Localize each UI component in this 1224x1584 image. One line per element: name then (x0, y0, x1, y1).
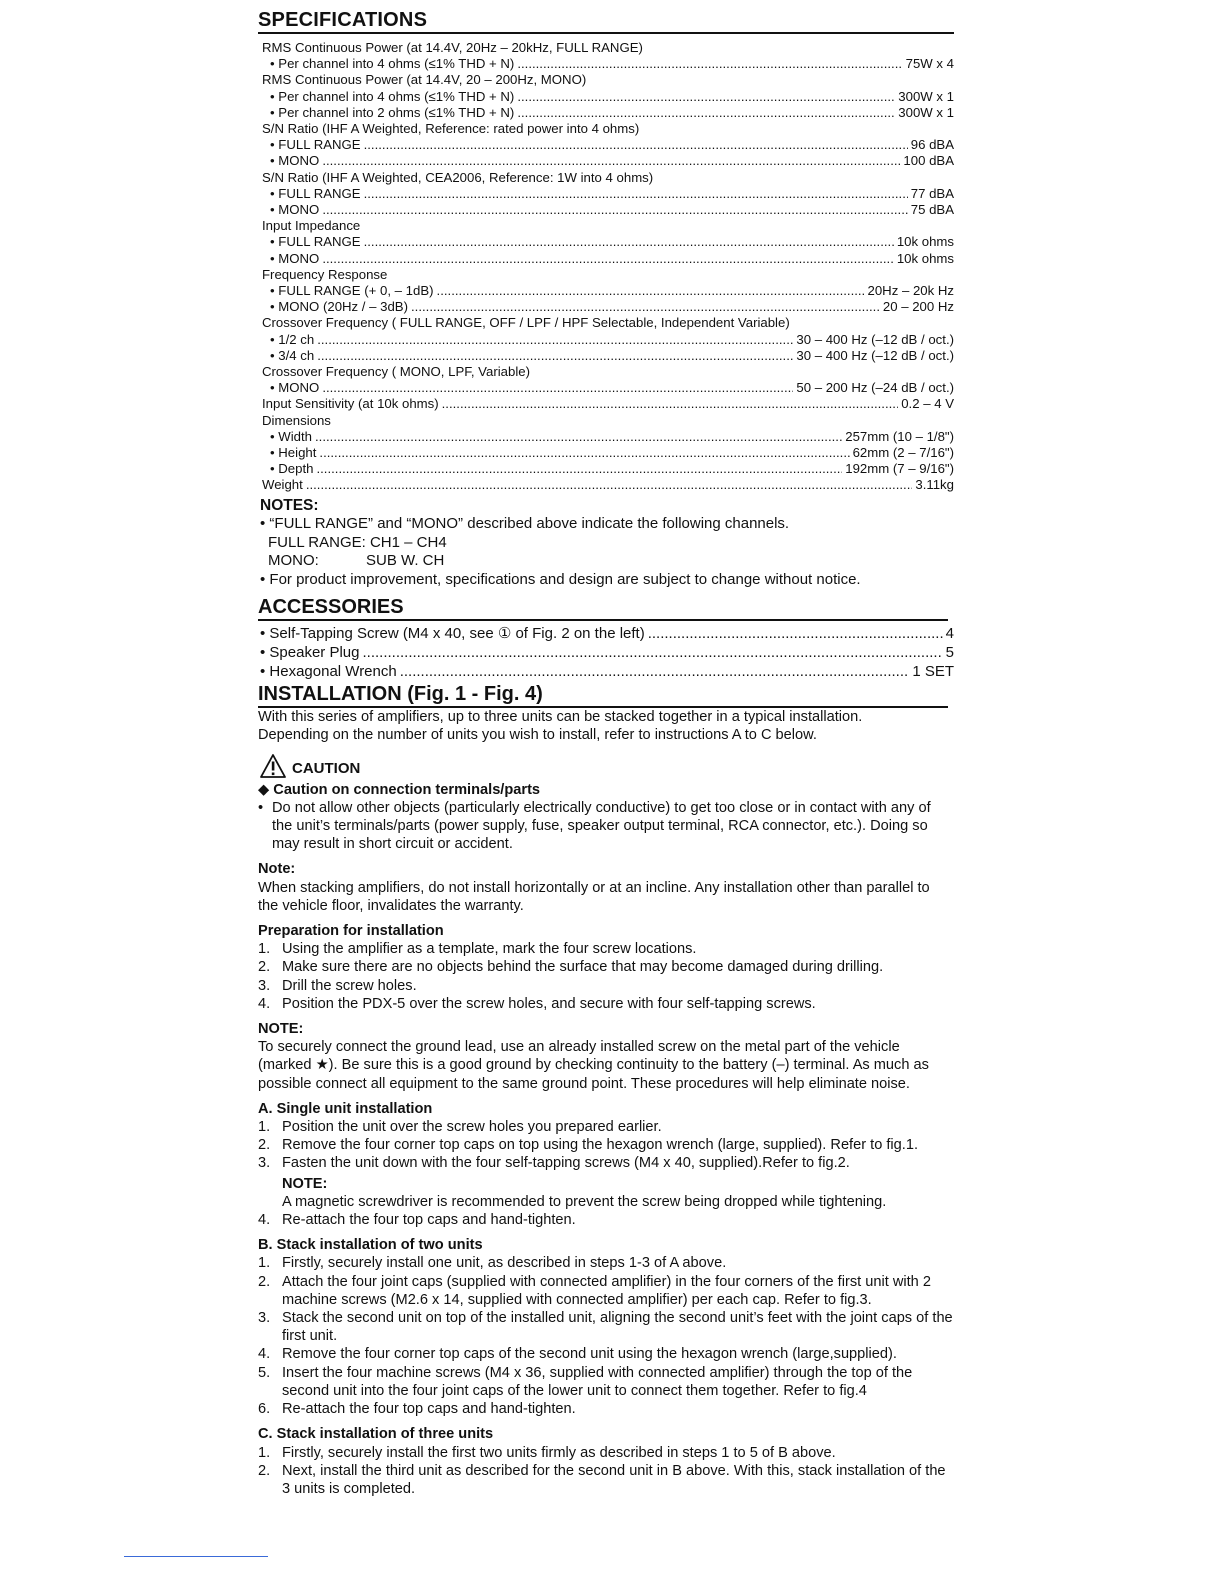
list-item (258, 995, 954, 1013)
list-number: 5. (258, 1364, 271, 1381)
list-item (258, 1211, 954, 1229)
dot-leader (442, 396, 899, 412)
list-item (258, 1273, 954, 1309)
spec-row (258, 105, 954, 121)
spec-row (258, 234, 954, 250)
spec-label: Weight (262, 477, 303, 493)
caution-heading (258, 753, 954, 779)
notes-line-1: • “FULL RANGE” and “MONO” described above indicate the following channels. (260, 515, 790, 533)
spec-value: 30 – 400 Hz (–12 dB / oct.) (796, 347, 954, 363)
notes-mono-key: MONO: (268, 552, 319, 570)
spec-group-heading: RMS Continuous Power (at 14.4V, 20 – 200Hz, MONO) (262, 72, 587, 88)
spec-row (258, 477, 954, 493)
dot-leader (306, 477, 913, 493)
spec-label: • MONO (270, 153, 320, 169)
list-text: Drill the screw holes. (282, 977, 417, 994)
accessory-label: • Hexagonal Wrench (260, 663, 397, 681)
spec-value: 3.11kg (915, 477, 954, 493)
accessory-qty: 1 SET (912, 663, 954, 681)
list-number: 2. (258, 1462, 271, 1479)
list-item (258, 1254, 954, 1272)
manual-page (258, 8, 954, 1498)
spec-value: 75 dBA (910, 202, 954, 218)
dot-leader (317, 332, 793, 348)
prep-heading: Preparation for installation (258, 923, 444, 940)
list-number: 3. (258, 977, 271, 994)
accessory-qty: 4 (945, 625, 954, 643)
single-install-heading: A. Single unit installation (258, 1100, 433, 1117)
list-item (258, 1462, 954, 1498)
list-text: Re-attach the four top caps and hand-tighten. (282, 1212, 576, 1229)
list-item (258, 1444, 954, 1462)
spec-row (258, 396, 954, 412)
spec-row (258, 429, 954, 445)
installation-heading: INSTALLATION (Fig. 1 - Fig. 4) (258, 683, 948, 708)
dot-leader (322, 380, 793, 396)
accessory-row (258, 624, 954, 643)
spec-row (258, 186, 954, 202)
list-item (258, 1309, 954, 1345)
accessory-label: • Speaker Plug (260, 644, 360, 662)
list-item (258, 1345, 954, 1363)
list-text: Remove the four corner top caps on top using the hexagon wrench (large, supplied). Refer to fig.1. (282, 1137, 919, 1154)
two-unit-steps (258, 1254, 954, 1418)
spec-value: 257mm (10 – 1/8") (845, 428, 954, 444)
list-item (258, 1154, 954, 1172)
dot-leader (364, 234, 894, 250)
note-heading: Note: (258, 861, 296, 878)
bullet-mark: • (258, 799, 264, 816)
list-text: Using the amplifier as a template, mark the four screw locations. (282, 941, 697, 958)
list-number: 1. (258, 1119, 271, 1136)
page-edge-line (124, 1556, 268, 1557)
spec-group-heading: S/N Ratio (IHF A Weighted, Reference: rated power into 4 ohms) (262, 121, 640, 137)
spec-group-heading: Crossover Frequency ( MONO, LPF, Variable) (262, 364, 530, 380)
dot-leader (322, 251, 894, 267)
dot-leader (319, 445, 849, 461)
spec-row (258, 202, 954, 218)
two-unit-heading: B. Stack installation of two units (258, 1237, 483, 1254)
list-text: Firstly, securely install one unit, as described in steps 1-3 of A above. (282, 1255, 727, 1272)
dot-leader (517, 56, 902, 72)
dot-leader (322, 202, 907, 218)
installation-body (258, 708, 954, 1498)
spec-row (258, 461, 954, 477)
list-item (258, 977, 954, 995)
list-number: 1. (258, 1255, 271, 1272)
spec-label: • FULL RANGE (+ 0, – 1dB) (270, 283, 434, 299)
spec-row (258, 56, 954, 72)
list-item (258, 958, 954, 976)
spec-value: 300W x 1 (898, 104, 954, 120)
spec-row (258, 445, 954, 461)
dot-leader (362, 643, 942, 662)
spec-row (258, 153, 954, 169)
spec-label: • Width (270, 428, 312, 444)
list-text: Firstly, securely install the first two units firmly as described in steps 1 to 5 of B above. (282, 1444, 836, 1461)
list-text: Remove the four corner top caps of the second unit using the hexagon wrench (large,supplied). (282, 1346, 897, 1363)
spec-value: 30 – 400 Hz (–12 dB / oct.) (796, 331, 954, 347)
three-unit-heading: C. Stack installation of three units (258, 1426, 494, 1443)
list-text: Position the unit over the screw holes you prepared earlier. (282, 1119, 662, 1136)
list-text: Insert the four machine screws (M4 x 36, supplied with connected amplifier) through the top of the second unit into the four joint caps of the lower unit to connect them together. Refer to fig.4 (282, 1364, 913, 1399)
three-unit-steps (258, 1444, 954, 1499)
dot-leader (364, 137, 908, 153)
accessories-heading: ACCESSORIES (258, 595, 948, 621)
accessory-row (258, 643, 954, 662)
list-number: 2. (258, 1137, 271, 1154)
list-item (258, 1118, 954, 1136)
single-install-note (282, 1175, 954, 1211)
notes-line-2: • For product improvement, specifications and design are subject to change without notice. (260, 570, 861, 588)
dot-leader (315, 429, 842, 445)
caution-label: CAUTION (292, 760, 361, 778)
spec-value: 100 dBA (903, 153, 954, 169)
list-number: 4. (258, 995, 271, 1012)
caution-bullet-text: Do not allow other objects (particularly electrically conductive) to get too close or in contact with any of the unit’s terminals/parts (power supply, fuse, speaker output terminal, RCA connector, etc.). Doing so may result in short circuit or accident. (272, 799, 931, 853)
spec-label: • MONO (20Hz / – 3dB) (270, 299, 408, 315)
dot-leader (648, 624, 943, 643)
list-text: Stack the second unit on top of the installed unit, aligning the second unit’s feet with the joint caps of the first unit. (282, 1310, 953, 1345)
list-item (258, 1364, 954, 1400)
spec-row (258, 251, 954, 267)
list-number: 1. (258, 941, 271, 958)
spec-label: Input Sensitivity (at 10k ohms) (262, 396, 439, 412)
prep-steps (258, 940, 954, 1013)
note2-text: To securely connect the ground lead, use an already installed screw on the metal part of the vehicle (marked ★). Be sure this is a good ground by checking continuity to the battery (–) terminal. As much as possible connect all equipment to the same ground point. These procedures will help eliminate noise. (258, 1039, 929, 1092)
spec-row (258, 299, 954, 315)
spec-label: • MONO (270, 380, 320, 396)
spec-row (258, 332, 954, 348)
list-text: Re-attach the four top caps and hand-tighten. (282, 1401, 576, 1418)
specifications-heading: SPECIFICATIONS (258, 8, 954, 34)
notes-full-range: FULL RANGE: CH1 – CH4 (268, 533, 447, 551)
spec-group-heading: S/N Ratio (IHF A Weighted, CEA2006, Reference: 1W into 4 ohms) (262, 169, 654, 185)
single-install-note-heading: NOTE: (282, 1175, 328, 1192)
spec-value: 10k ohms (896, 234, 954, 250)
spec-value: 96 dBA (910, 137, 954, 153)
spec-value: 10k ohms (896, 250, 954, 266)
list-item (258, 1136, 954, 1154)
dot-leader (411, 299, 880, 315)
spec-value: 20Hz – 20k Hz (867, 283, 954, 299)
spec-label: • Per channel into 2 ohms (≤1% THD + N) (270, 104, 515, 120)
spec-label: • Depth (270, 461, 314, 477)
list-item (258, 940, 954, 958)
installation-intro-1: With this series of amplifiers, up to three units can be stacked together in a typical installation. (258, 709, 863, 726)
dot-leader (437, 283, 865, 299)
spec-row (258, 348, 954, 364)
dot-leader (400, 662, 910, 681)
warning-triangle-icon (258, 753, 288, 779)
spec-label: • MONO (270, 202, 320, 218)
accessories-list (258, 624, 954, 681)
notes-heading: NOTES: (260, 496, 319, 514)
notes-section (258, 497, 954, 590)
single-install-note-text: A magnetic screwdriver is recommended to prevent the screw being dropped while tightening. (282, 1193, 887, 1210)
spec-value: 300W x 1 (898, 88, 954, 104)
spec-label: • Height (270, 445, 317, 461)
caution-subheading: ◆ Caution on connection terminals/parts (258, 781, 541, 798)
installation-intro-2: Depending on the number of units you wish to install, refer to instructions A to C below. (258, 727, 817, 744)
spec-label: • FULL RANGE (270, 234, 361, 250)
list-text: Make sure there are no objects behind the surface that may become damaged during drilling. (282, 959, 884, 976)
spec-row (258, 137, 954, 153)
notes-mono-value: SUB W. CH (366, 552, 445, 570)
spec-group-heading: Frequency Response (262, 266, 388, 282)
spec-value: 0.2 – 4 V (901, 396, 954, 412)
list-number: 3. (258, 1155, 271, 1172)
spec-row (258, 89, 954, 105)
spec-label: • Per channel into 4 ohms (≤1% THD + N) (270, 88, 515, 104)
list-number: 3. (258, 1310, 271, 1327)
caution-bullet (258, 799, 954, 854)
spec-label: • FULL RANGE (270, 185, 361, 201)
spec-group-heading: RMS Continuous Power (at 14.4V, 20Hz – 20kHz, FULL RANGE) (262, 40, 643, 55)
list-number: 2. (258, 959, 271, 976)
spec-value: 192mm (7 – 9/16") (845, 461, 954, 477)
spec-label: • 1/2 ch (270, 331, 315, 347)
list-number: 4. (258, 1212, 271, 1229)
dot-leader (517, 105, 895, 121)
list-number: 1. (258, 1444, 271, 1461)
spec-label: • MONO (270, 250, 320, 266)
note-text: When stacking amplifiers, do not install horizontally or at an incline. Any installation other than parallel to the vehicle floor, invalidates the warranty. (258, 879, 930, 914)
spec-value: 50 – 200 Hz (–24 dB / oct.) (796, 380, 954, 396)
accessory-qty: 5 (945, 644, 954, 662)
spec-row (258, 380, 954, 396)
list-text: Attach the four joint caps (supplied with connected amplifier) in the four corners of the first unit with 2 machine screws (M2.6 x 14, supplied with connected amplifier) per each cap. Refer to fig.3. (282, 1273, 931, 1308)
dot-leader (364, 186, 908, 202)
notes-mono (268, 552, 954, 571)
spec-row (258, 283, 954, 299)
spec-group-heading: Dimensions (262, 412, 331, 428)
list-text: Fasten the unit down with the four self-tapping screws (M4 x 40, supplied).Refer to fig.2. (282, 1155, 850, 1172)
dot-leader (316, 461, 842, 477)
note2-heading: NOTE: (258, 1021, 304, 1038)
spec-group-heading: Crossover Frequency ( FULL RANGE, OFF / LPF / HPF Selectable, Independent Variable) (262, 315, 790, 331)
list-item (258, 1400, 954, 1418)
spec-value: 77 dBA (910, 185, 954, 201)
spec-value: 62mm (2 – 7/16") (852, 445, 954, 461)
list-number: 6. (258, 1401, 271, 1418)
spec-label: • Per channel into 4 ohms (≤1% THD + N) (270, 56, 515, 72)
list-text: Position the PDX-5 over the screw holes, and secure with four self-tapping screws. (282, 995, 816, 1012)
spec-group-heading: Input Impedance (262, 218, 361, 234)
specifications-list (258, 40, 954, 494)
dot-leader (322, 153, 900, 169)
single-install-steps (258, 1118, 954, 1173)
accessory-label: • Self-Tapping Screw (M4 x 40, see ① of Fig. 2 on the left) (260, 625, 645, 643)
spec-label: • FULL RANGE (270, 137, 361, 153)
list-number: 2. (258, 1273, 271, 1290)
spec-label: • 3/4 ch (270, 347, 315, 363)
spec-value: 20 – 200 Hz (882, 299, 954, 315)
dot-leader (317, 348, 793, 364)
list-number: 4. (258, 1346, 271, 1363)
spec-value: 75W x 4 (905, 56, 954, 72)
accessory-row (258, 662, 954, 681)
list-text: Next, install the third unit as described for the second unit in B above. With this, stack installation of the 3 units is completed. (282, 1462, 946, 1497)
dot-leader (517, 89, 895, 105)
